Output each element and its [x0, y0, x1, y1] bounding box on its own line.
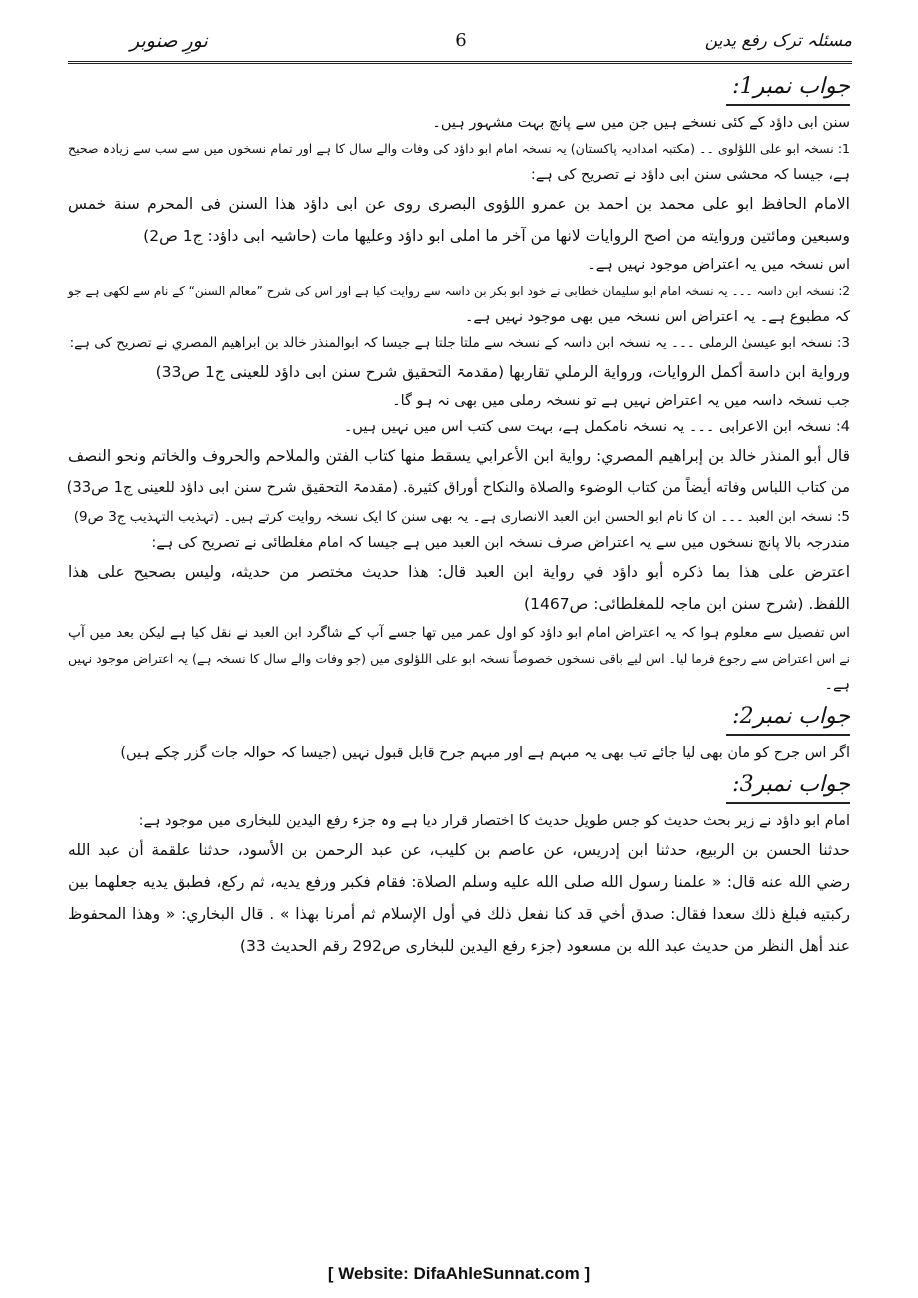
text-line: ہے۔: [824, 677, 850, 693]
arabic-quote-line: قال أبو المنذر خالد بن إبراهيم المصري: رواية ابن الأعرابي يسقط منها كتاب الفتن والملاحم والحروف والخاتم ونحو النصف: [68, 447, 850, 465]
text-line: 5: نسخہ ابن العبد ۔۔۔ ان کا نام ابو الحسن ابن العبد الانصاری ہے۔ یہ بھی سنن کا ایک نسخہ روایت کرتے ہیں۔ (تہذیب التہذیب ج3 ص9): [73, 509, 850, 525]
text-line: 1: نسخہ ابو علی اللؤلوی ۔۔ (مکتبہ امدادیہ پاکستان) یہ نسخہ امام ابو داؤد کی وفات والے سال کا ہے اور تمام نسخوں میں سے سب سے زیادہ صحیح: [68, 141, 850, 156]
arabic-quote-line: من كتاب اللباس وفاته أيضاً من كتاب الوضوء والصلاة والنكاح أوراق كثيرة. (مقدمۃ التحقیق شرح سنن ابی داؤد للعینی ج1 ص33): [66, 479, 850, 496]
page-body: [68, 68, 850, 1253]
text-line: مندرجہ بالا پانچ نسخوں میں سے یہ اعتراض صرف نسخہ ابن العبد میں ہے جیسا کہ امام مغلطائی نے تصریح کی ہے:: [151, 535, 850, 551]
answer-1-heading: جواب نمبر1:: [726, 70, 850, 106]
page-number: 6: [455, 30, 467, 51]
arabic-quote-line: ركبتيه فبلغ ذلك سعدا فقال: صدق أخي قد كنا نفعل ذلك في أول الإسلام ثم أمرنا بهذا » . قال البخاري: « وهذا المحفوظ: [68, 905, 850, 923]
text-line: اس نسخہ میں یہ اعتراض موجود نہیں ہے۔: [587, 257, 850, 273]
text-line: اگر اس جرح کو مان بھی لیا جائے تب بھی یہ مبہم ہے اور مبہم جرح قابل قبول نہیں (جیسا کہ حوالہ جات گزر چکے ہیں): [120, 745, 850, 761]
book-title: مسئلہ ترک رفع یدین: [704, 31, 852, 51]
arabic-quote-line: وسبعين ومائتين وروايته من اصح الروايات لانها من آخر ما املى ابو داؤد وعليها مات (حاشیہ ابی داؤد: ج1 ص2): [143, 227, 850, 245]
text-line: جب نسخہ داسہ میں یہ اعتراض نہیں ہے تو نسخہ رملی میں بھی نہ ہو گا۔: [392, 393, 850, 409]
text-line: سنن ابی داؤد کے کئی نسخے ہیں جن میں سے پانچ بہت مشہور ہیں۔: [432, 115, 850, 131]
text-line: اس تفصیل سے معلوم ہوا کہ یہ اعتراض امام ابو داؤد کو اول عمر میں تھا جسے آپ کے شاگرد ابن العبد نے نقل کیا ہے لیکن بعد میں آپ: [68, 625, 850, 641]
text-line: 3: نسخہ ابو عیسیٰ الرملی ۔۔۔ یہ نسخہ ابن داسہ کے نسخہ سے ملتا جلتا ہے جیسا کہ ابوالمنذر خالد بن ابراهيم المصري نے تصریح کی ہے:: [69, 335, 850, 351]
arabic-quote-line: اللفظ. (شرح سنن ابن ماجہ للمغلطائی: ص1467): [524, 595, 850, 613]
page-header: [70, 30, 852, 60]
arabic-quote-line: حدثنا الحسن بن الربيع، حدثنا ابن إدريس، عن عاصم بن كليب، عن عبد الرحمن بن الأسود، حدثنا علقمة أن عبد الله: [68, 841, 850, 859]
arabic-quote-line: اعترض على هذا بما ذكره أبو داؤد في رواية ابن العبد قال: هذا حديث مختصر من حديثه، وليس بصحيح على هذا: [68, 563, 850, 581]
text-line: امام ابو داؤد نے زیر بحث حدیث کو جس طویل حدیث کا اختصار قرار دیا ہے وہ جزء رفع الیدین للبخاری میں موجود ہے:: [138, 813, 850, 829]
text-line: کہ مطبوع ہے۔ یہ اعتراض اس نسخہ میں بھی موجود نہیں ہے۔: [464, 309, 850, 325]
text-line: نے اس اعتراض سے رجوع فرما لیا۔ اس لیے باقی نسخوں خصوصاً نسخہ ابو علی اللؤلوی میں (جو وفات والے سال کا نسخہ ہے) یہ اعتراض موجود نہیں: [68, 651, 850, 666]
arabic-quote-line: عند أهل النظر من حديث عبد الله بن مسعود (جزء رفع الیدین للبخاری ص292 رقم الحدیث 33): [239, 937, 850, 955]
answer-2-section: [68, 698, 850, 766]
text-line: 2: نسخہ ابن داسہ ۔۔۔ یہ نسخہ امام ابو سلیمان خطابی نے خود ابو بکر بن داسہ سے روایت کیا ہے اور اس کی شرح ”معالم السنن“ کے نام سے لکھی ہے جو: [68, 284, 850, 298]
website-footer: [ Website: DifaAhleSunnat.com ]: [327, 1264, 591, 1283]
answer-2-heading: جواب نمبر2:: [726, 700, 850, 736]
arabic-quote-line: رضي الله عنه قال: « علمنا رسول الله صلى الله عليه وسلم الصلاة: فقام فكبر ورفع يديه، ثم ركع، فطبق يديه جعلهما بين: [68, 873, 850, 891]
header-rule: [68, 61, 852, 65]
text-line: ہے، جیسا کہ محشی سنن ابی داؤد نے تصریح کی ہے:: [530, 167, 850, 183]
answer-3-section: [68, 766, 850, 962]
running-title: نورِ صنوبر: [130, 30, 208, 52]
answer-1-section: [68, 68, 850, 698]
answer-3-heading: جواب نمبر3:: [726, 768, 850, 804]
text-line: 4: نسخہ ابن الاعرابی ۔۔۔ یہ نسخہ نامکمل ہے، بہت سی کتب اس میں نہیں ہیں۔: [343, 419, 850, 435]
arabic-quote-line: ورواية ابن داسة أكمل الروايات، ورواية الرملي تقاربها (مقدمۃ التحقیق شرح سنن ابی داؤد للعینی ج1 ص33): [155, 363, 850, 381]
arabic-quote-line: الامام الحافظ ابو علی محمد بن احمد بن عمرو اللؤوی البصری روی عن ابی داؤد هذا السنن فی المحرم سنة خمس: [68, 195, 850, 213]
